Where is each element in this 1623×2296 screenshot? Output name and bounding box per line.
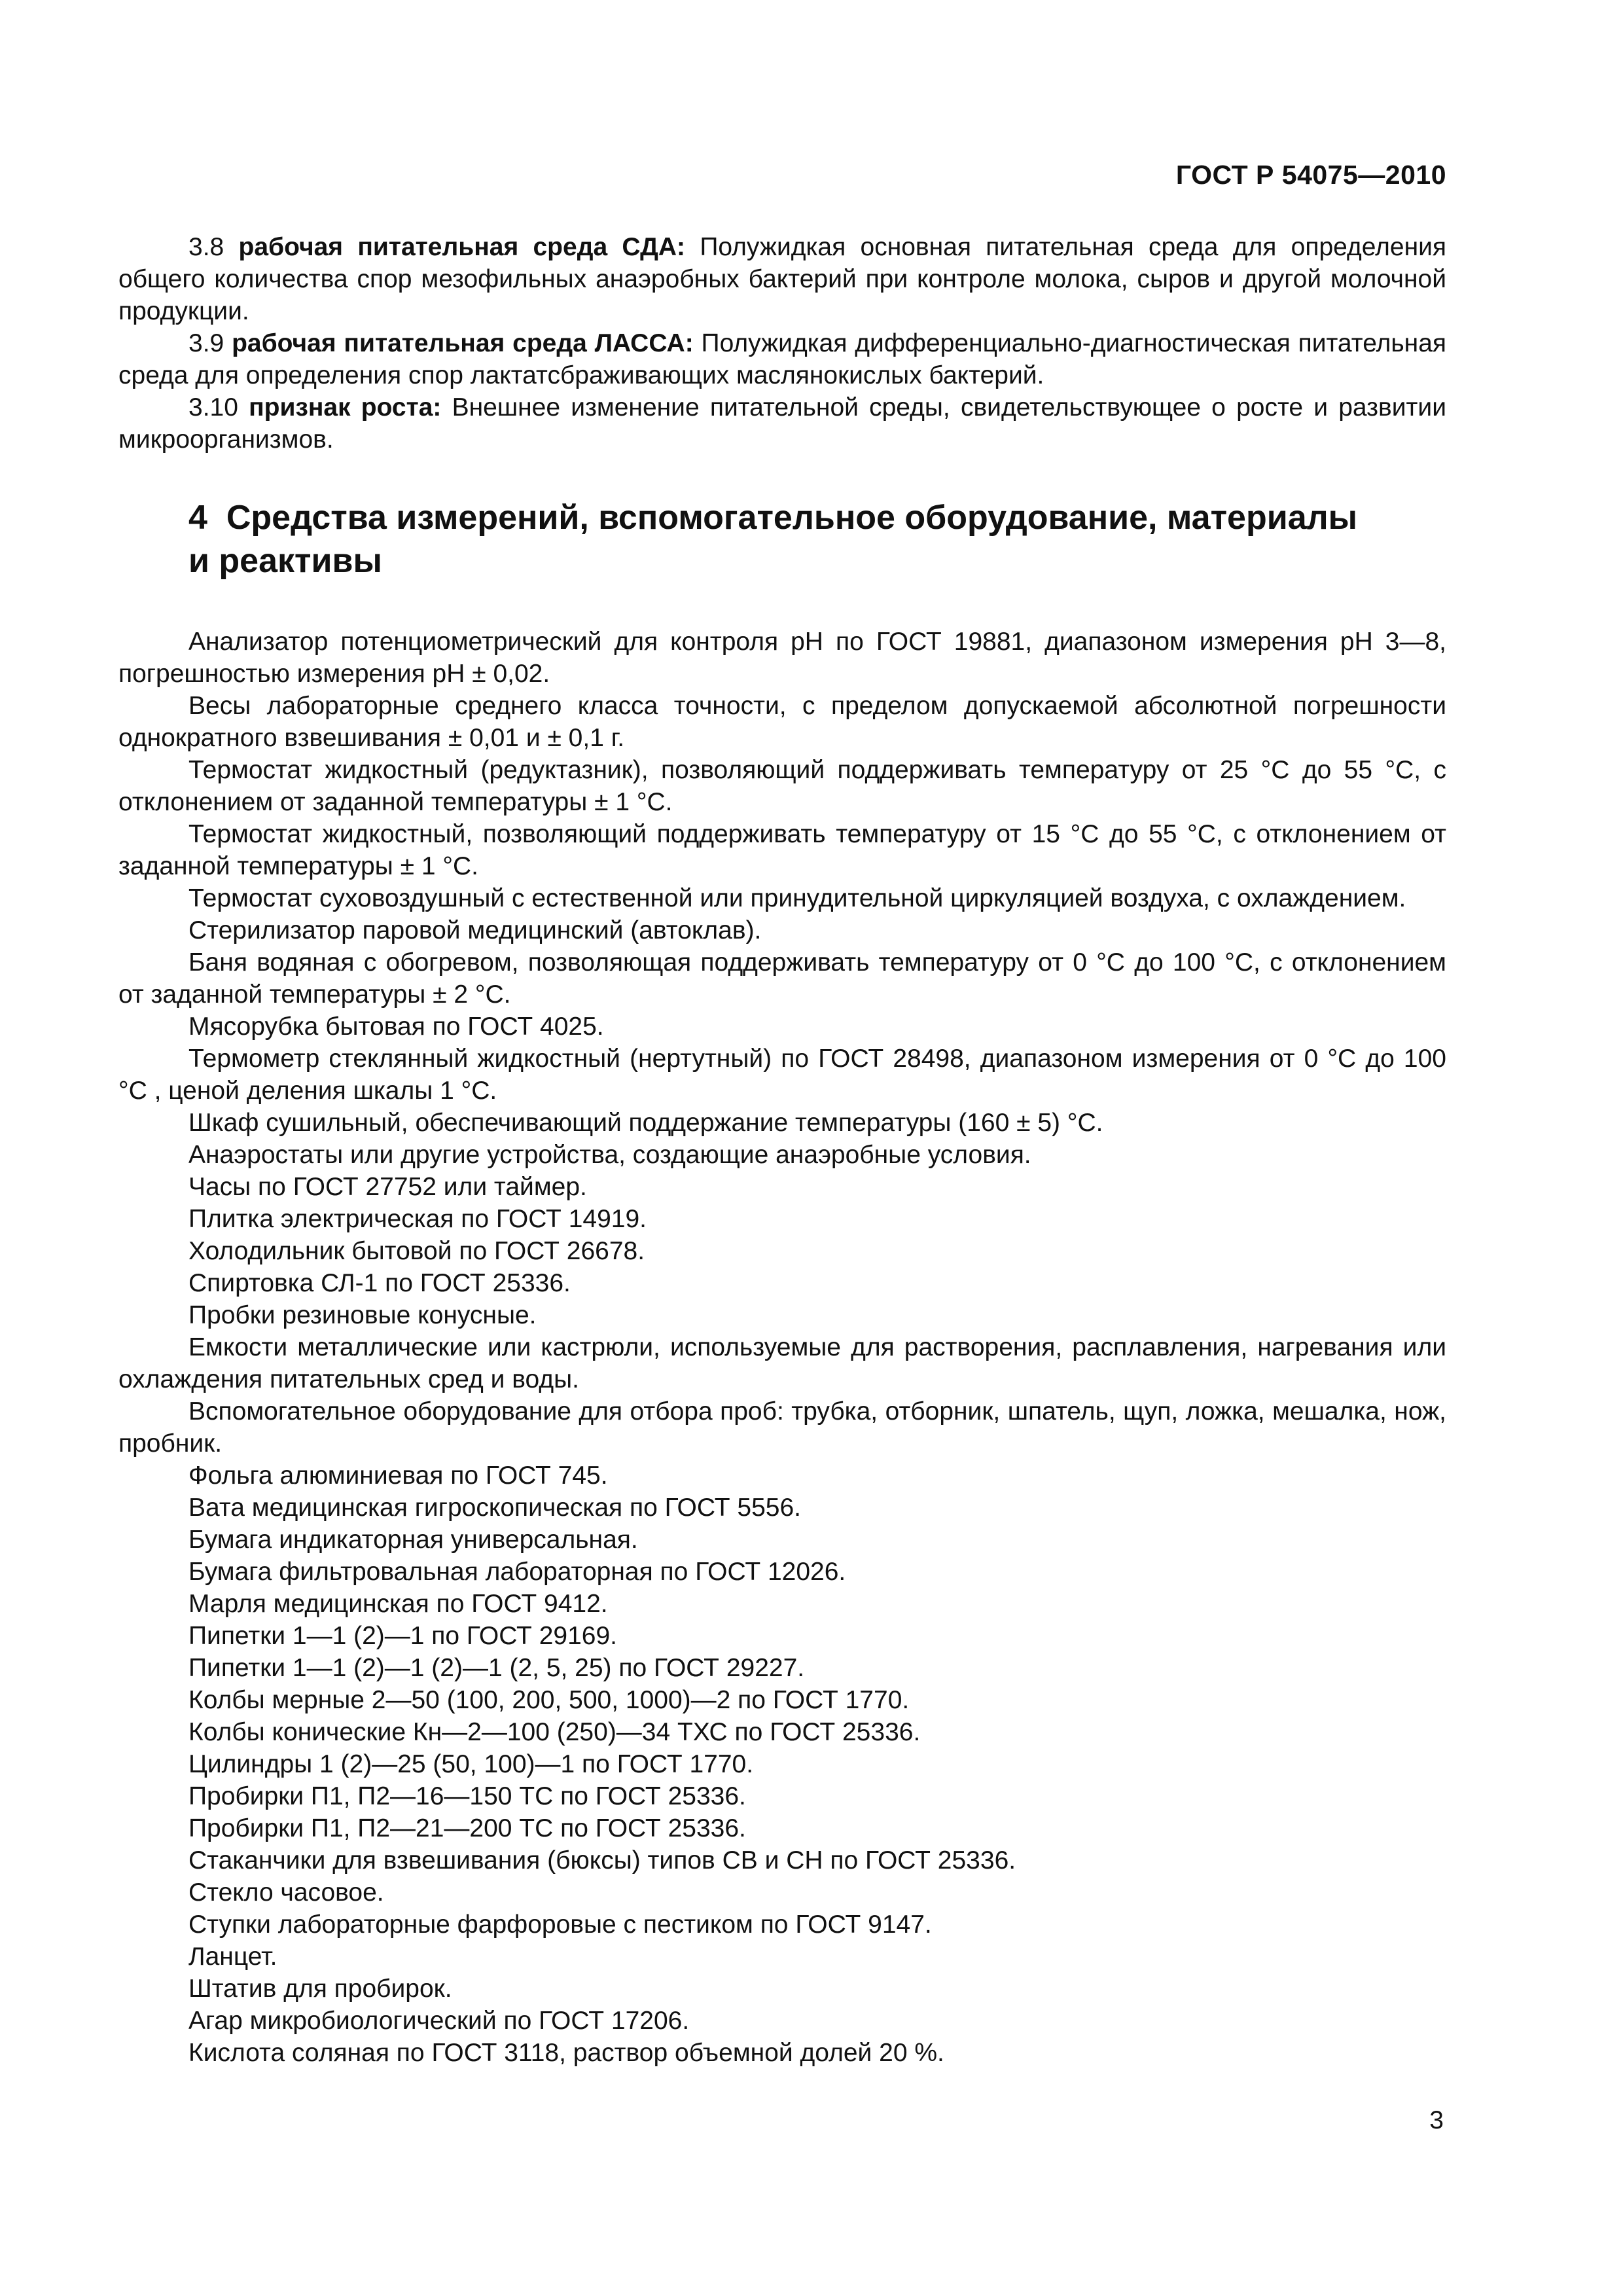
list-item: Бумага фильтровальная лабораторная по ГОСТ 12026. [188, 1558, 846, 1586]
list-item: Ступки лабораторные фарфоровые с пестиком по ГОСТ 9147. [188, 1910, 932, 1939]
list-item: Фольга алюминиевая по ГОСТ 745. [188, 1462, 608, 1490]
list-item: Термометр стеклянный жидкостный (нертутный) по ГОСТ 28498, диапазоном измерения от 0 °С до 100 °С , ценой деления шкалы 1 °С. [118, 1045, 1446, 1105]
definition-number: 3.9 [188, 329, 224, 357]
list-item: Стаканчики для взвешивания (бюксы) типов СВ и СН по ГОСТ 25336. [188, 1846, 1016, 1874]
list-item: Пробирки П1, П2—16—150 ТС по ГОСТ 25336. [188, 1782, 746, 1810]
definitions-list [118, 231, 1446, 456]
list-item: Вата медицинская гигроскопическая по ГОСТ 5556. [188, 1494, 802, 1522]
list-item: Стекло часовое. [188, 1878, 384, 1907]
list-item: Холодильник бытовой по ГОСТ 26678. [188, 1237, 645, 1265]
list-item: Вспомогательное оборудование для отбора проб: трубка, отборник, шпатель, щуп, ложка, мешалка, нож, пробник. [118, 1397, 1446, 1458]
list-item: Агар микробиологический по ГОСТ 17206. [188, 2007, 690, 2035]
list-item: Цилиндры 1 (2)—25 (50, 100)—1 по ГОСТ 1770. [188, 1750, 754, 1778]
list-item: Мясорубка бытовая по ГОСТ 4025. [188, 1013, 604, 1041]
list-item: Анализатор потенциометрический для контроля pH по ГОСТ 19881, диапазоном измерения pH 3—8, погрешностью измерения pH ± 0,02. [118, 628, 1446, 688]
page-content [118, 231, 1446, 2069]
list-item: Штатив для пробирок. [188, 1975, 452, 2003]
list-item: Колбы мерные 2—50 (100, 200, 500, 1000)—2 по ГОСТ 1770. [188, 1686, 910, 1714]
definition-item [118, 391, 1446, 456]
definition-term: рабочая питательная среда СДА: [238, 233, 686, 261]
definition-item [118, 231, 1446, 327]
list-item: Часы по ГОСТ 27752 или таймер. [188, 1173, 587, 1201]
list-item: Ланцет. [188, 1943, 277, 1971]
list-item: Пипетки 1—1 (2)—1 по ГОСТ 29169. [188, 1622, 618, 1650]
list-item: Весы лабораторные среднего класса точности, с пределом допускаемой абсолютной погрешности однократного взвешивания ± 0,01 и ± 0,1 г. [118, 692, 1446, 752]
list-item: Емкости металлические или кастрюли, используемые для растворения, расплавления, нагревания или охлаждения питательных сред и воды. [118, 1333, 1446, 1393]
list-item: Термостат суховоздушный с естественной или принудительной циркуляцией воздуха, с охлаждением. [188, 884, 1406, 912]
section-number: 4 [188, 499, 207, 537]
list-item: Пробирки П1, П2—21—200 ТС по ГОСТ 25336. [188, 1814, 746, 1842]
section-heading [188, 496, 1380, 583]
list-item: Колбы конические Кн—2—100 (250)—34 ТХС по ГОСТ 25336. [188, 1718, 921, 1746]
list-item: Стерилизатор паровой медицинский (автоклав). [188, 916, 762, 944]
definition-term: рабочая питательная среда ЛАССА: [232, 329, 694, 357]
list-item: Плитка электрическая по ГОСТ 14919. [188, 1205, 647, 1233]
definition-text: Полужидкая основная питательная среда для определения общего количества спор мезофильных анаэробных бактерий при контроле молока, сыров и другой молочной продукции. [118, 233, 1447, 325]
list-item: Шкаф сушильный, обеспечивающий поддержание температуры (160 ± 5) °С. [188, 1109, 1103, 1137]
list-item: Пипетки 1—1 (2)—1 (2)—1 (2, 5, 25) по ГОСТ 29227. [188, 1654, 805, 1682]
definition-text: Внешнее изменение питательной среды, свидетельствующее о росте и развитии микроорганизмов. [118, 393, 1446, 454]
definition-number: 3.10 [188, 393, 238, 422]
list-item: Термостат жидкостный (редуктазник), позволяющий поддерживать температуру от 25 °С до 55 °С, с отклонением от заданной температуры ± 1 °С. [118, 756, 1446, 816]
definition-item [118, 327, 1446, 391]
list-item: Термостат жидкостный, позволяющий поддерживать температуру от 15 °С до 55 °С, с отклонением от заданной температуры ± 1 °С. [118, 820, 1446, 880]
page-number: 3 [1429, 2106, 1444, 2134]
list-item: Пробки резиновые конусные. [188, 1301, 537, 1329]
list-item: Бумага индикаторная универсальная. [188, 1526, 638, 1554]
list-item: Спиртовка СЛ-1 по ГОСТ 25336. [188, 1269, 571, 1297]
section-title-text: Средства измерений, вспомогательное оборудование, материалы и реактивы [188, 499, 1358, 580]
definition-text: Полужидкая дифференциально-диагностическая питательная среда для определения спор лактатсбраживающих маслянокислых бактерий. [118, 329, 1447, 389]
list-item: Кислота соляная по ГОСТ 3118, раствор объемной долей 20 %. [188, 2039, 944, 2067]
list-item: Марля медицинская по ГОСТ 9412. [188, 1590, 608, 1618]
equipment-list [118, 626, 1446, 2069]
list-item: Анаэростаты или другие устройства, создающие анаэробные условия. [188, 1141, 1031, 1169]
definition-term: признак роста: [249, 393, 442, 422]
definition-number: 3.8 [188, 233, 224, 261]
document-code: ГОСТ Р 54075—2010 [1175, 160, 1446, 190]
list-item: Баня водяная с обогревом, позволяющая поддерживать температуру от 0 °С до 100 °С, с отклонением от заданной температуры ± 2 °С. [118, 948, 1446, 1009]
